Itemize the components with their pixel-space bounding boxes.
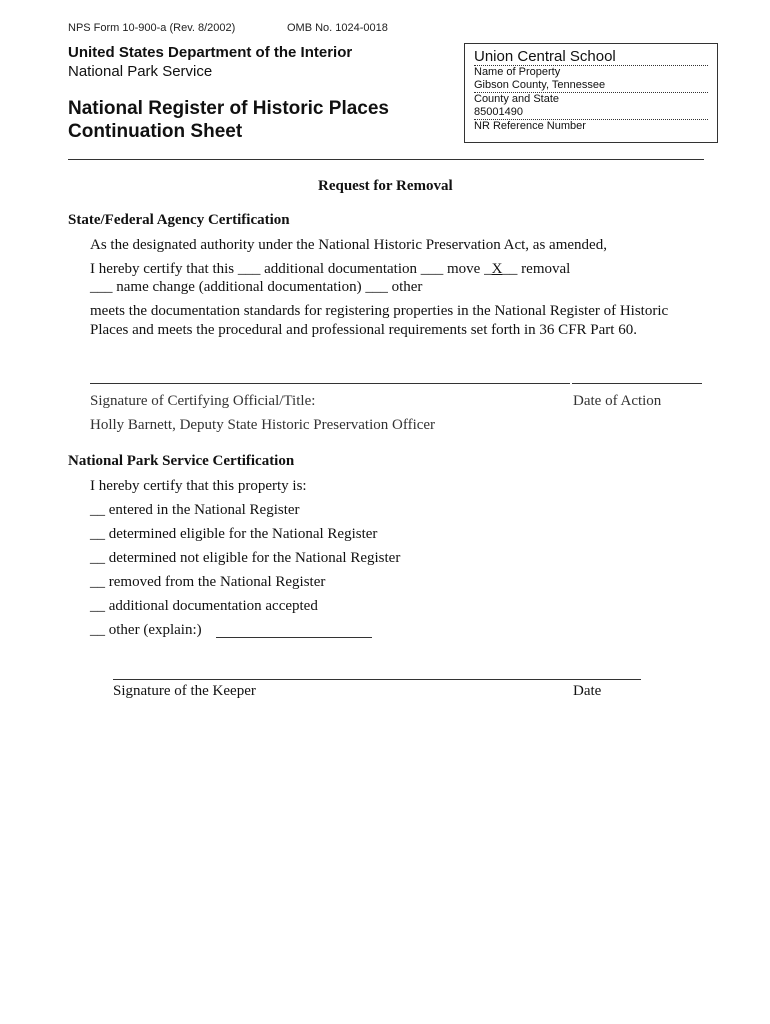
keeper-signature-line <box>113 679 641 680</box>
state-cert-line5: Places and meets the procedural and professional requirements set forth in 36 CFR Part 60. <box>90 322 637 338</box>
header-divider <box>68 159 704 160</box>
state-cert-heading: State/Federal Agency Certification <box>68 212 290 228</box>
option-other: __ other (explain:) <box>90 622 202 638</box>
action-date-label: Date of Action <box>573 393 662 409</box>
omb-number: OMB No. 1024-0018 <box>287 22 388 34</box>
keeper-signature-label: Signature of the Keeper <box>113 683 256 699</box>
form-number: NPS Form 10-900-a (Rev. 8/2002) <box>68 22 236 34</box>
county-state-label: County and State <box>474 93 560 105</box>
removal-mark: X <box>491 261 503 277</box>
official-signature-line <box>90 383 570 384</box>
option-additional-documentation: __ additional documentation accepted <box>90 598 318 614</box>
option-removed: __ removed from the National Register <box>90 574 326 590</box>
nps-cert-intro: I hereby certify that this property is: <box>90 478 307 494</box>
state-cert-line2-text: I hereby certify that this ___ additional documentation ___ move _ <box>90 261 492 277</box>
other-explain-line <box>216 637 372 638</box>
state-cert-line4: meets the documentation standards for registering properties in the National Register of Historic <box>90 303 669 319</box>
state-cert-line3: ___ name change (additional documentation) ___ other <box>90 279 423 295</box>
property-name-label: Name of Property <box>474 66 561 78</box>
document-title: National Register of Historic Places <box>68 98 389 119</box>
keeper-date-label: Date <box>573 683 602 699</box>
action-date-line <box>572 383 702 384</box>
document-subtitle: Continuation Sheet <box>68 121 243 142</box>
department-name: United States Department of the Interior <box>68 44 353 61</box>
reference-number-label: NR Reference Number <box>474 120 586 132</box>
option-determined-not-eligible: __ determined not eligible for the National Register <box>90 550 401 566</box>
state-cert-line1: As the designated authority under the National Historic Preservation Act, as amended, <box>90 237 607 253</box>
state-cert-line2 <box>90 261 570 278</box>
official-signature-label: Signature of Certifying Official/Title: <box>90 393 316 409</box>
option-entered: __ entered in the National Register <box>90 502 300 518</box>
property-info-box <box>464 43 718 143</box>
reference-number: 85001490 <box>474 106 708 120</box>
certifying-official-name: Holly Barnett, Deputy State Historic Preservation Officer <box>90 417 436 433</box>
service-name: National Park Service <box>68 63 213 80</box>
property-name: Union Central School <box>474 48 708 66</box>
county-state: Gibson County, Tennessee <box>474 79 708 93</box>
request-title: Request for Removal <box>318 178 453 194</box>
nps-cert-heading: National Park Service Certification <box>68 453 295 469</box>
option-determined-eligible: __ determined eligible for the National Register <box>90 526 378 542</box>
state-cert-line2-end: __ removal <box>502 261 571 277</box>
